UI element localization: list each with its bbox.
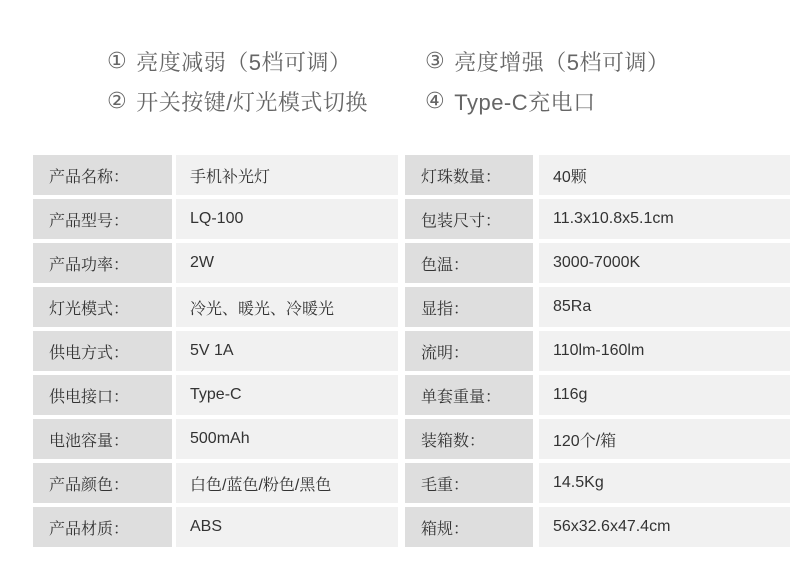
spec-value: 40颗	[539, 155, 790, 195]
spec-row	[33, 331, 398, 371]
feature-annotations	[107, 41, 669, 121]
spec-row	[405, 507, 790, 547]
spec-value: 5V 1A	[176, 331, 398, 371]
spec-row	[405, 419, 790, 459]
spec-row	[405, 287, 790, 327]
annotation-item	[107, 41, 425, 81]
spec-column-left	[33, 155, 398, 547]
spec-value: 冷光、暖光、冷暖光	[176, 287, 398, 327]
spec-label: 流明：	[405, 331, 533, 371]
spec-value: 白色/蓝色/粉色/黑色	[176, 463, 398, 503]
spec-row	[33, 287, 398, 327]
spec-label: 灯光模式：	[33, 287, 172, 327]
spec-value: 500mAh	[176, 419, 398, 459]
spec-label: 色温：	[405, 243, 533, 283]
annotation-text: 开关按键/灯光模式切换	[136, 89, 368, 115]
spec-label: 显指：	[405, 287, 533, 327]
spec-row	[33, 199, 398, 239]
spec-label: 供电方式：	[33, 331, 172, 371]
spec-label: 产品名称：	[33, 155, 172, 195]
spec-row	[405, 199, 790, 239]
circled-number-icon: ④	[425, 88, 446, 113]
spec-row	[33, 419, 398, 459]
spec-label: 产品材质：	[33, 507, 172, 547]
spec-value: ABS	[176, 507, 398, 547]
spec-label: 供电接口：	[33, 375, 172, 415]
circled-number-icon: ①	[107, 48, 128, 73]
spec-column-right	[405, 155, 790, 547]
spec-row	[405, 463, 790, 503]
spec-label: 箱规：	[405, 507, 533, 547]
spec-value: 3000-7000K	[539, 243, 790, 283]
annotation-text: Type-C充电口	[454, 89, 596, 115]
spec-value: 2W	[176, 243, 398, 283]
annotation-item	[425, 41, 669, 81]
spec-label: 装箱数：	[405, 419, 533, 459]
spec-label: 灯珠数量：	[405, 155, 533, 195]
spec-label: 电池容量：	[33, 419, 172, 459]
circled-number-icon: ②	[107, 88, 128, 113]
spec-value: 116g	[539, 375, 790, 415]
spec-value: 手机补光灯	[176, 155, 398, 195]
spec-row	[33, 463, 398, 503]
spec-label: 包装尺寸：	[405, 199, 533, 239]
product-spec-table	[33, 155, 790, 547]
spec-label: 产品功率：	[33, 243, 172, 283]
annotation-text: 亮度减弱（5档可调）	[136, 49, 352, 75]
circled-number-icon: ③	[425, 48, 446, 73]
spec-row	[33, 507, 398, 547]
spec-row	[33, 243, 398, 283]
spec-row	[405, 243, 790, 283]
spec-value: 110lm-160lm	[539, 331, 790, 371]
spec-label: 产品颜色：	[33, 463, 172, 503]
annotation-item	[425, 81, 669, 121]
spec-value: 11.3x10.8x5.1cm	[539, 199, 790, 239]
spec-value: 120个/箱	[539, 419, 790, 459]
spec-value: 14.5Kg	[539, 463, 790, 503]
spec-row	[405, 375, 790, 415]
spec-value: Type-C	[176, 375, 398, 415]
spec-label: 产品型号：	[33, 199, 172, 239]
spec-value: LQ-100	[176, 199, 398, 239]
spec-label: 单套重量：	[405, 375, 533, 415]
annotation-text: 亮度增强（5档可调）	[454, 49, 670, 75]
spec-row	[33, 375, 398, 415]
spec-row	[33, 155, 398, 195]
spec-label: 毛重：	[405, 463, 533, 503]
annotation-item	[107, 81, 425, 121]
spec-value: 85Ra	[539, 287, 790, 327]
spec-row	[405, 331, 790, 371]
spec-value: 56x32.6x47.4cm	[539, 507, 790, 547]
spec-row	[405, 155, 790, 195]
